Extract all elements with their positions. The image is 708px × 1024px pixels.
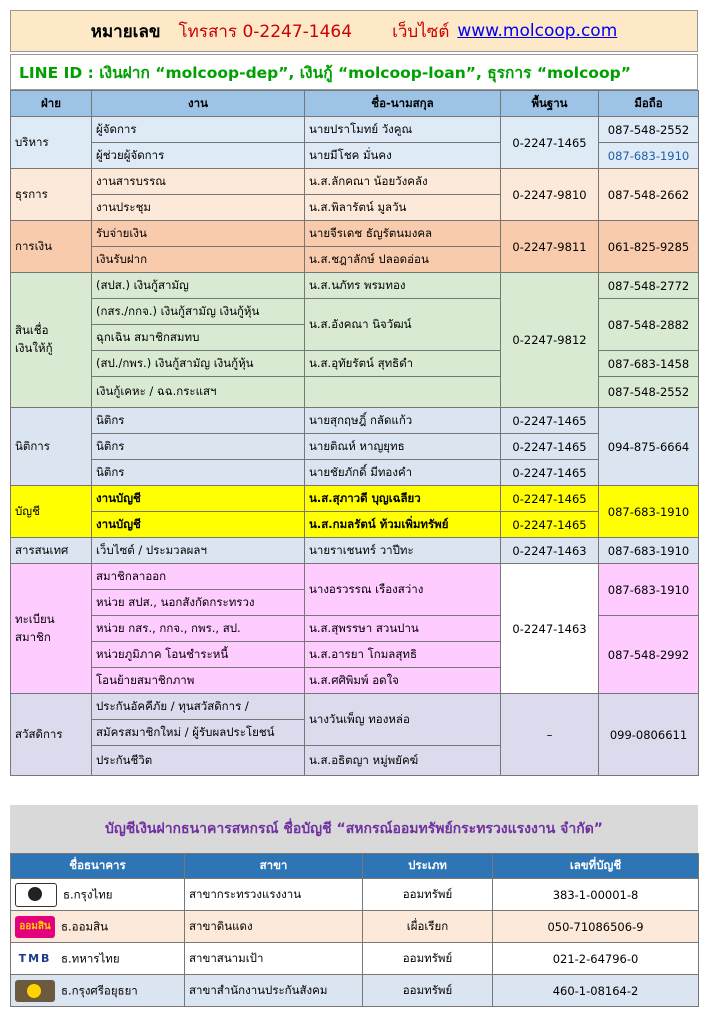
job-cell: (สป./กพร.) เงินกู้สามัญ เงินกู้หุ้น: [92, 351, 305, 377]
bank-row: [11, 879, 699, 911]
dept-cell: ทะเบียน สมาชิก: [11, 564, 92, 694]
mobile-cell: 094-875-6664: [599, 408, 699, 486]
name-cell: นายชัยภักดิ์ มีทองคำ: [305, 460, 501, 486]
name-cell: น.ส.อารยา โกมลสุทธิ: [305, 642, 501, 668]
bank-name: ธ.กรุงไทย: [63, 887, 113, 901]
mobile-cell: 087-548-2552: [599, 377, 699, 408]
bank-row: [11, 975, 699, 1007]
dept-cell: ธุรการ: [11, 169, 92, 221]
name-cell: น.ส.กมลรัตน์ ท้วมเพิ่มทรัพย์: [305, 512, 501, 538]
bank-row: [11, 911, 699, 943]
job-cell: (สปส.) เงินกู้สามัญ: [92, 273, 305, 299]
job-cell: ฉุกเฉิน สมาชิกสมทบ: [92, 325, 305, 351]
mobile-cell: 087-683-1910: [599, 486, 699, 538]
gsb-logo-icon: ออมสิน: [15, 916, 55, 938]
name-cell: น.ส.อธิตญา หมู่พยัคฆ์: [305, 746, 501, 776]
table-row: [11, 408, 699, 434]
branch-cell: สาขาสนามเป้า: [185, 943, 363, 975]
mobile-cell: 087-683-1910: [599, 538, 699, 564]
job-cell: นิติกร: [92, 460, 305, 486]
col-header-job: งาน: [92, 91, 305, 117]
ktb-logo-icon: [15, 883, 57, 907]
job-cell: สมัครสมาชิกใหม่ / ผู้รับผลประโยชน์: [92, 720, 305, 746]
contact-header: [10, 10, 698, 52]
phone-cell: 0-2247-1465: [501, 486, 599, 512]
phone-cell: 0-2247-9811: [501, 221, 599, 273]
mobile-cell: 061-825-9285: [599, 221, 699, 273]
phone-cell: 0-2247-1465: [501, 512, 599, 538]
bay-logo-icon: [15, 980, 55, 1002]
bank-name: ธ.กรุงศรีอยุธยา: [61, 983, 138, 997]
job-cell: งานสารบรรณ: [92, 169, 305, 195]
phone-cell: –: [501, 694, 599, 776]
bank-header-row: [11, 854, 699, 879]
job-cell: เงินกู้เคหะ / ฉฉ.กระแสฯ: [92, 377, 305, 408]
table-row: [11, 221, 699, 247]
bank-table: [10, 853, 699, 1007]
phone-cell: 0-2247-1465: [501, 434, 599, 460]
name-cell: น.ส.พิลารัตน์ มูลวัน: [305, 195, 501, 221]
job-cell: หน่วย สปส., นอกสังกัดกระทรวง: [92, 590, 305, 616]
table-row: [11, 486, 699, 512]
phone-cell: 0-2247-1463: [501, 538, 599, 564]
col-header-dept: ฝ่าย: [11, 91, 92, 117]
dept-cell: บัญชี: [11, 486, 92, 538]
col-header-bank-name: ชื่อธนาคาร: [11, 854, 185, 879]
name-cell: [305, 377, 501, 408]
job-cell: หน่วย กสร., กกจ., กพร., สป.: [92, 616, 305, 642]
job-cell: เงินรับฝาก: [92, 247, 305, 273]
phone-cell: 0-2247-9810: [501, 169, 599, 221]
table-row: [11, 512, 699, 538]
job-cell: เว็บไซต์ / ประมวลผลฯ: [92, 538, 305, 564]
name-cell: น.ส.ศศิพิมพ์ อดใจ: [305, 668, 501, 694]
table-row: [11, 538, 699, 564]
mobile-cell: 087-548-2662: [599, 169, 699, 221]
name-cell: น.ส.อังคณา นิจวัฒน์: [305, 299, 501, 351]
table-row: [11, 273, 699, 299]
job-cell: สมาชิกลาออก: [92, 564, 305, 590]
name-cell: นางอรวรรณ เรืองสว่าง: [305, 564, 501, 616]
job-cell: ผู้ช่วยผู้จัดการ: [92, 143, 305, 169]
bank-section-title: บัญชีเงินฝากธนาคารสหกรณ์ ชื่อบัญชี “สหกรณ์ออมทรัพย์กระทรวงแรงงาน จำกัด”: [10, 805, 698, 853]
job-cell: งานบัญชี: [92, 512, 305, 538]
branch-cell: สาขาสำนักงานประกันสังคม: [185, 975, 363, 1007]
mobile-cell: 099-0806611: [599, 694, 699, 776]
name-cell: นายติณห์ หาญยุทธ: [305, 434, 501, 460]
phone-cell: 0-2247-1463: [501, 564, 599, 694]
dept-cell: การเงิน: [11, 221, 92, 273]
branch-cell: สาขากระทรวงแรงงาน: [185, 879, 363, 911]
account-cell: 050-71086506-9: [493, 911, 699, 943]
phone-cell: 0-2247-1465: [501, 117, 599, 169]
phone-cell: 0-2247-9812: [501, 273, 599, 408]
job-cell: หน่วยภูมิภาค โอนชำระหนี้: [92, 642, 305, 668]
job-cell: ผู้จัดการ: [92, 117, 305, 143]
mobile-cell: 087-548-2992: [599, 616, 699, 694]
name-cell: นายสุกฤษฎิ์ กลัดแก้ว: [305, 408, 501, 434]
account-cell: 460-1-08164-2: [493, 975, 699, 1007]
mobile-cell: 087-683-1910: [599, 143, 699, 169]
contact-table: [10, 90, 699, 776]
bank-name: ธ.ทหารไทย: [61, 951, 120, 965]
mobile-cell: 087-548-2882: [599, 299, 699, 351]
mobile-cell: 087-548-2552: [599, 117, 699, 143]
col-header-mobile: มือถือ: [599, 91, 699, 117]
table-row: [11, 694, 699, 720]
name-cell: น.ส.นภัทร พรมทอง: [305, 273, 501, 299]
table-row: [11, 564, 699, 590]
job-cell: งานประชุม: [92, 195, 305, 221]
name-cell: นางวันเพ็ญ ทองหล่อ: [305, 694, 501, 746]
tmb-logo-icon: TMB: [15, 948, 55, 970]
dept-cell: สารสนเทศ: [11, 538, 92, 564]
job-cell: รับจ่ายเงิน: [92, 221, 305, 247]
name-cell: น.ส.สุพรรษา สวนปาน: [305, 616, 501, 642]
bank-name-cell: [11, 911, 185, 943]
name-cell: น.ส.สุภาวดี บุญเฉลียว: [305, 486, 501, 512]
job-cell: ประกันชีวิต: [92, 746, 305, 776]
name-cell: นายปราโมทย์ วังคูณ: [305, 117, 501, 143]
header-label: หมายเลข: [90, 21, 161, 42]
bank-name-cell: [11, 879, 185, 911]
bank-name-cell: [11, 943, 185, 975]
fax-number: โทรสาร 0-2247-1464: [178, 21, 353, 42]
mobile-cell: 087-548-2772: [599, 273, 699, 299]
job-cell: โอนย้ายสมาชิกภาพ: [92, 668, 305, 694]
job-cell: นิติกร: [92, 434, 305, 460]
col-header-branch: สาขา: [185, 854, 363, 879]
website-label: เว็บไซต์: [392, 21, 450, 42]
phone-cell: 0-2247-1465: [501, 460, 599, 486]
name-cell: น.ส.ลักคณา น้อยวังคลัง: [305, 169, 501, 195]
job-cell: (กสร./กกจ.) เงินกู้สามัญ เงินกู้หุ้น: [92, 299, 305, 325]
type-cell: ออมทรัพย์: [363, 975, 493, 1007]
dept-cell: สวัสดิการ: [11, 694, 92, 776]
col-header-account: เลขที่บัญชี: [493, 854, 699, 879]
bank-row: [11, 943, 699, 975]
branch-cell: สาขาดินแดง: [185, 911, 363, 943]
table-row: [11, 434, 699, 460]
name-cell: นายจีรเดช ธัญรัตนมงคล: [305, 221, 501, 247]
col-header-name: ชื่อ-นามสกุล: [305, 91, 501, 117]
job-cell: ประกันอัคคีภัย / ทุนสวัสดิการ /: [92, 694, 305, 720]
website-link[interactable]: www.molcoop.com: [457, 21, 618, 41]
name-cell: นายมีโชค มั่นคง: [305, 143, 501, 169]
line-id-bar: LINE ID : เงินฝาก “molcoop-dep”, เงินกู้ “molcoop-loan”, ธุรการ “molcoop”: [10, 54, 698, 90]
name-cell: น.ส.อุทัยรัตน์ สุทธิดำ: [305, 351, 501, 377]
job-cell: นิติกร: [92, 408, 305, 434]
table-header-row: [11, 91, 699, 117]
col-header-type: ประเภท: [363, 854, 493, 879]
name-cell: นายราเชนทร์ วาปีทะ: [305, 538, 501, 564]
phone-cell: 0-2247-1465: [501, 408, 599, 434]
type-cell: เผื่อเรียก: [363, 911, 493, 943]
col-header-phone: พื้นฐาน: [501, 91, 599, 117]
type-cell: ออมทรัพย์: [363, 943, 493, 975]
account-cell: 021-2-64796-0: [493, 943, 699, 975]
mobile-cell: 087-683-1910: [599, 564, 699, 616]
type-cell: ออมทรัพย์: [363, 879, 493, 911]
mobile-cell: 087-683-1458: [599, 351, 699, 377]
bank-name-cell: [11, 975, 185, 1007]
table-row: [11, 117, 699, 143]
dept-cell: นิติการ: [11, 408, 92, 486]
job-cell: งานบัญชี: [92, 486, 305, 512]
name-cell: น.ส.ชฎาลักษ์ ปลอดอ่อน: [305, 247, 501, 273]
dept-cell: สินเชื่อ เงินให้กู้: [11, 273, 92, 408]
table-row: [11, 169, 699, 195]
dept-cell: บริหาร: [11, 117, 92, 169]
account-cell: 383-1-00001-8: [493, 879, 699, 911]
bank-name: ธ.ออมสิน: [61, 919, 108, 933]
table-row: [11, 460, 699, 486]
